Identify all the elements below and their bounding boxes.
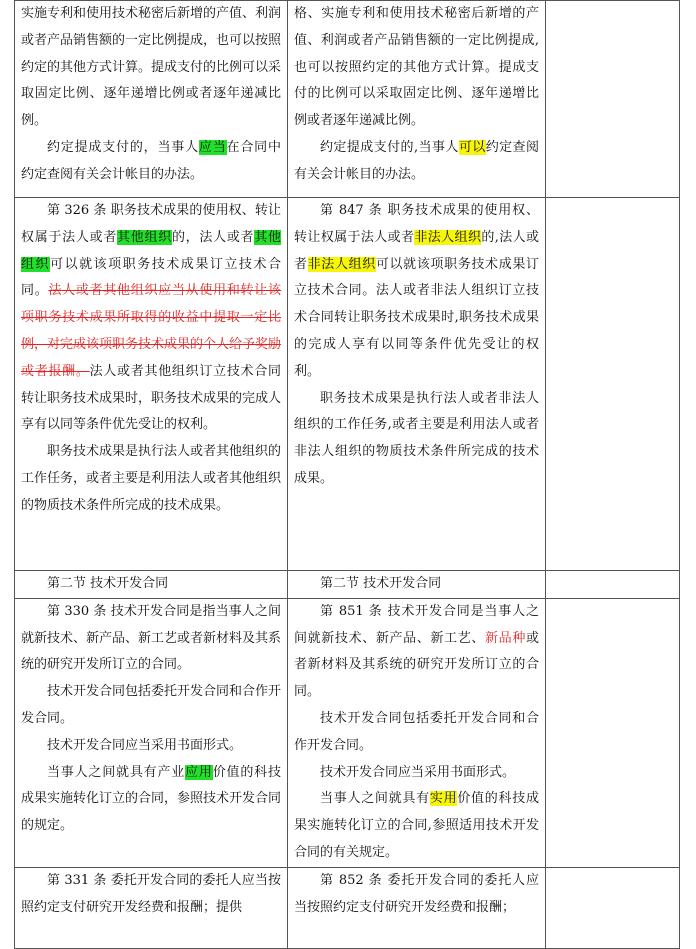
table-row (15, 598, 680, 867)
note-cell (546, 867, 680, 948)
text: 当事人之间就具有 (320, 791, 430, 807)
old-law-cell (15, 598, 288, 867)
text: 可以就该项职务技术成果订立技术合同。 (21, 256, 281, 299)
article-326 (21, 198, 281, 439)
comparison-table (14, 0, 680, 949)
paragraph (21, 135, 281, 189)
article-330: 第 330 条 技术开发合同是指当事人之间就新技术、新产品、新工艺或者新材料及其系统的研究开发所订立的合同。 (21, 603, 282, 673)
paragraph: 职务技术成果是执行法人或者非法人组织的工作任务,或者主要是利用法人或者非法人组织的物质技术条件所完成的技术成果。 (294, 390, 539, 486)
note-cell (546, 198, 680, 571)
paragraph: 格、实施专利和使用技术秘密后新增的产值、利润或者产品销售额的一定比例提成,也可以按照约定的其他方式计算。提成支付的比例可以采取固定比例、逐年递增比例或者逐年递减比例。 (294, 6, 539, 129)
yellow-highlight: 实用 (429, 791, 458, 807)
old-law-cell (15, 867, 288, 948)
old-law-cell (15, 571, 288, 599)
text: 约定提成支付的，当事人 (47, 139, 199, 155)
new-law-cell (288, 598, 546, 867)
text: 第 847 条 职务技术成果的使用权、转让权属于法人或者 (294, 203, 539, 245)
green-highlight: 其他组织 (117, 229, 172, 245)
article-852: 第 852 条 委托开发合同的委托人应当按照约定支付研究开发经费和报酬； (294, 872, 539, 915)
table-row (15, 198, 680, 571)
green-highlight: 应用 (185, 764, 213, 780)
section-heading: 第二节 技术开发合同 (47, 576, 169, 591)
old-law-cell (15, 1, 288, 198)
text: 第 326 条 职务技术成果的使用权、转让权属于法人或者 (21, 203, 281, 245)
yellow-highlight: 非法人组织 (307, 256, 376, 272)
new-law-cell (288, 867, 546, 948)
text: 第 851 条 技术开发合同是当事人之间就新技术、新产品、新工艺、 (294, 603, 539, 646)
text: 价值的科技成果实施转化订立的合同，参照技术开发合同的规定。 (21, 764, 282, 834)
green-highlight: 应当 (198, 139, 227, 155)
note-cell (546, 571, 680, 599)
paragraph: 职务技术成果是执行法人或者其他组织的工作任务，或者主要是利用法人或者其他组织的物质技术条件所完成的技术成果。 (21, 444, 282, 513)
article-847 (294, 198, 539, 386)
note-cell (546, 1, 680, 198)
text: 可以就该项职务技术成果订立技术合同。法人或者非法人组织订立技术合同转让职务技术成果时,职务技术成果的完成人享有以同等条件优先受让的权利。 (294, 256, 539, 379)
new-law-cell (288, 571, 546, 599)
paragraph: 技术开发合同包括委托开发合同和合作开发合同。 (294, 710, 539, 753)
text: 在合同中约定查阅有关会计帐目的办法。 (21, 139, 281, 182)
new-law-cell (288, 1, 546, 198)
text: 价值的科技成果实施转化订立的合同,参照适用技术开发合同的有关规定。 (294, 791, 539, 860)
text: 的,法人或者 (294, 229, 539, 272)
text: 的，法人或者 (171, 229, 255, 245)
red-added-text: 新品种 (485, 630, 526, 646)
text: 约定查阅有关会计帐目的办法。 (294, 139, 539, 182)
text: 法人或者其他组织订立技术合同转让职务技术成果时，职务技术成果的完成人享有以同等条件优先受让的权利。 (21, 363, 282, 433)
paragraph (21, 760, 281, 840)
paragraph: 技术开发合同包括委托开发合同和合作开发合同。 (21, 684, 282, 726)
paragraph: 实施专利和使用技术秘密后新增的产值、利润或者产品销售额的一定比例提成，也可以按照约定的其他方式计算。提成支付的比例可以采取固定比例、逐年递增比例或者逐年递减比例。 (21, 6, 282, 129)
paragraph: 技术开发合同应当采用书面形式。 (47, 737, 243, 753)
new-law-cell (288, 198, 546, 571)
green-highlight: 其他组织 (21, 229, 281, 272)
note-cell (546, 598, 680, 867)
paragraph: 技术开发合同应当采用书面形式。 (320, 764, 516, 780)
deleted-text: 法人或者其他组织应当从使用和转让该项职务技术成果所取得的收益中提取一定比例，对完成该项职务技术成果的个人给予奖励或者报酬。 (21, 283, 282, 379)
table-row (15, 571, 680, 599)
article-331: 第 331 条 委托开发合同的委托人应当按照约定支付研究开发经费和报酬；提供 (21, 872, 281, 915)
paragraph (294, 786, 539, 866)
yellow-highlight: 非法人组织 (414, 229, 482, 245)
yellow-highlight: 可以 (458, 139, 486, 155)
table-row (15, 1, 680, 198)
text: 或者新材料及其系统的研究开发所订立的合同。 (294, 630, 539, 700)
article-851 (294, 599, 539, 706)
section-heading: 第二节 技术开发合同 (320, 576, 442, 591)
text: 约定提成支付的,当事人 (320, 139, 459, 155)
paragraph (294, 135, 539, 189)
old-law-cell (15, 198, 288, 571)
text: 当事人之间就具有产业 (47, 764, 186, 780)
table-row (15, 867, 680, 948)
